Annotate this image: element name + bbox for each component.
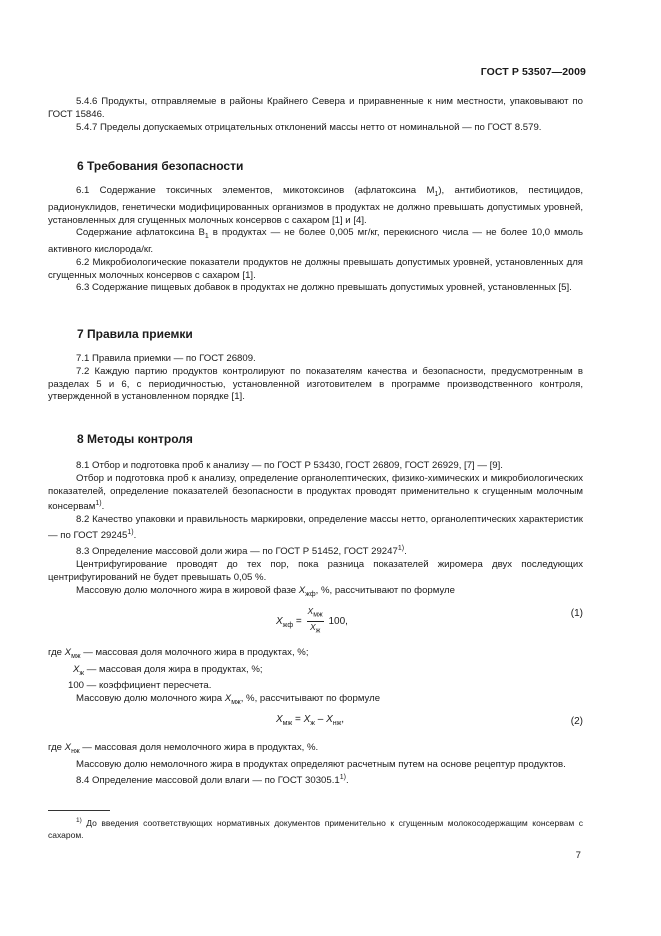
clause-5-4-6: 5.4.6 Продукты, отправляемые в районы Крайнего Севера и приравненные к ним местности, упаковывают по ГОСТ 15846. bbox=[48, 96, 583, 120]
equation-1-formula: $X_{жф}$ = $\frac{X_{мж}}{X_ж}$ 100, bbox=[276, 606, 348, 635]
document-header: ГОСТ Р 53507—2009 bbox=[480, 66, 586, 78]
section-7-heading: 7 Правила приемки bbox=[77, 327, 193, 341]
non-milk-fat-paragraph: Массовую долю немолочного жира в продуктах определяют расчетным путем на основе рецептур продуктов. bbox=[76, 758, 566, 770]
definition-row: где $X_{мж}$ — массовая доля молочного жира в продуктах, %; bbox=[48, 647, 309, 660]
clause-8-4: 8.4 Определение массовой доли влаги — по ГОСТ 30305.1$^{1)}$. bbox=[76, 773, 349, 786]
clause-6-2: 6.2 Микробиологические показатели продуктов не должны превышать допустимых уровней, установленных для сгущенных молочных консервов с сахаром [1]. bbox=[48, 256, 583, 281]
clause-6-3: 6.3 Содержание пищевых добавок в продуктах не должно превышать допустимых уровней, установленных [5]. bbox=[76, 282, 572, 294]
definition-row: где $X_{нж}$ — массовая доля немолочного жира в продуктах, %. bbox=[48, 742, 319, 755]
equation-2-formula: $X_{мж} = X_ж - X_{нж}$, bbox=[276, 714, 345, 727]
clause-8-3: 8.3 Определение массовой доли жира — по ГОСТ Р 51452, ГОСТ 29247$^{1)}$. bbox=[76, 545, 407, 558]
section-8-body bbox=[48, 460, 583, 601]
equation-1-fraction: $\frac{X_{мж}}{X_ж}$ bbox=[307, 606, 323, 635]
formula-1-intro: Массовую долю молочного жира в жировой фазе $X_{жф}$, %, рассчитывают по формуле bbox=[76, 584, 455, 598]
page-number: 7 bbox=[575, 850, 581, 861]
clause-7-2: 7.2 Каждую партию продуктов контролируют по показателям качества и безопасности, предусмотренным в разделах 5 и 6, с периодичностью, установленной изготовителем в программе производственного контроля, утвержденной в установленном порядке [1]. bbox=[48, 365, 583, 403]
equation-2 bbox=[48, 710, 583, 736]
definition-row: 100 — коэффициент пересчета. bbox=[68, 680, 212, 692]
clause-6-1: 6.1 Содержание токсичных элементов, микотоксинов (афлатоксина $М_1$), антибиотиков, пестицидов, радионуклидов, генетически модифицированных организмов в продуктах не должно превышать допустимых уровней, установленных для сгущенных молочных консервов с сахаром [1] и [4]. bbox=[48, 185, 584, 226]
equation-1 bbox=[48, 602, 583, 635]
section-6-body bbox=[48, 185, 583, 295]
equation-2-definitions bbox=[48, 742, 583, 787]
clause-5-4-7: 5.4.7 Пределы допускаемых отрицательных отклонений массы нетто от номинальной — по ГОСТ 8.579. bbox=[76, 121, 542, 133]
formula-2-intro: Массовую долю молочного жира $X_{мж}$, %, рассчитывают по формуле bbox=[76, 693, 381, 707]
definition-row: $X_ж$ — массовая доля жира в продуктах, %; bbox=[73, 663, 263, 677]
clause-8-1: 8.1 Отбор и подготовка проб к анализу — по ГОСТ Р 53430, ГОСТ 26809, ГОСТ 26929, [7] — [9]. bbox=[76, 460, 503, 471]
equation-2-number: (2) bbox=[570, 716, 583, 727]
section-7-body bbox=[48, 353, 583, 404]
footnote: $^{1)}$ До введения соответствующих нормативных документов применительно к сгущенным молокосодержащим консервам с сахаром. bbox=[48, 817, 583, 840]
clause-7-1: 7.1 Правила приемки — по ГОСТ 26809. bbox=[76, 353, 256, 364]
footnote-separator bbox=[48, 810, 110, 811]
sampling-paragraph: Отбор и подготовка проб к анализу, определение органолептических, физико-химических и микробиологических показателей, определение показателей безопасности в продуктах проводят применительно к сгущенным молочным консервам$^{1)}$. bbox=[48, 472, 583, 513]
equation-1-number: (1) bbox=[570, 608, 583, 619]
clause-8-2: 8.2 Качество упаковки и правильность маркировки, определение массы нетто, органолептических характеристик — по ГОСТ 29245$^{1)}$. bbox=[48, 514, 583, 542]
centrifuge-paragraph: Центрифугирование проводят до тех пор, пока разница показателей жиромера двух последующих центрифугирований не будет превышать 0,05 %. bbox=[48, 559, 583, 583]
section-6-heading: 6 Требования безопасности bbox=[77, 159, 244, 173]
aflatoxin-paragraph: Содержание афлатоксина $В_1$ в продуктах — не более 0,005 мг/кг, перекисного числа — не более 10,0 ммоль активного кислорода/кг. bbox=[48, 227, 583, 255]
equation-1-definitions bbox=[48, 647, 583, 710]
section-8-heading: 8 Методы контроля bbox=[77, 432, 193, 446]
clause-5-4 bbox=[48, 96, 583, 134]
